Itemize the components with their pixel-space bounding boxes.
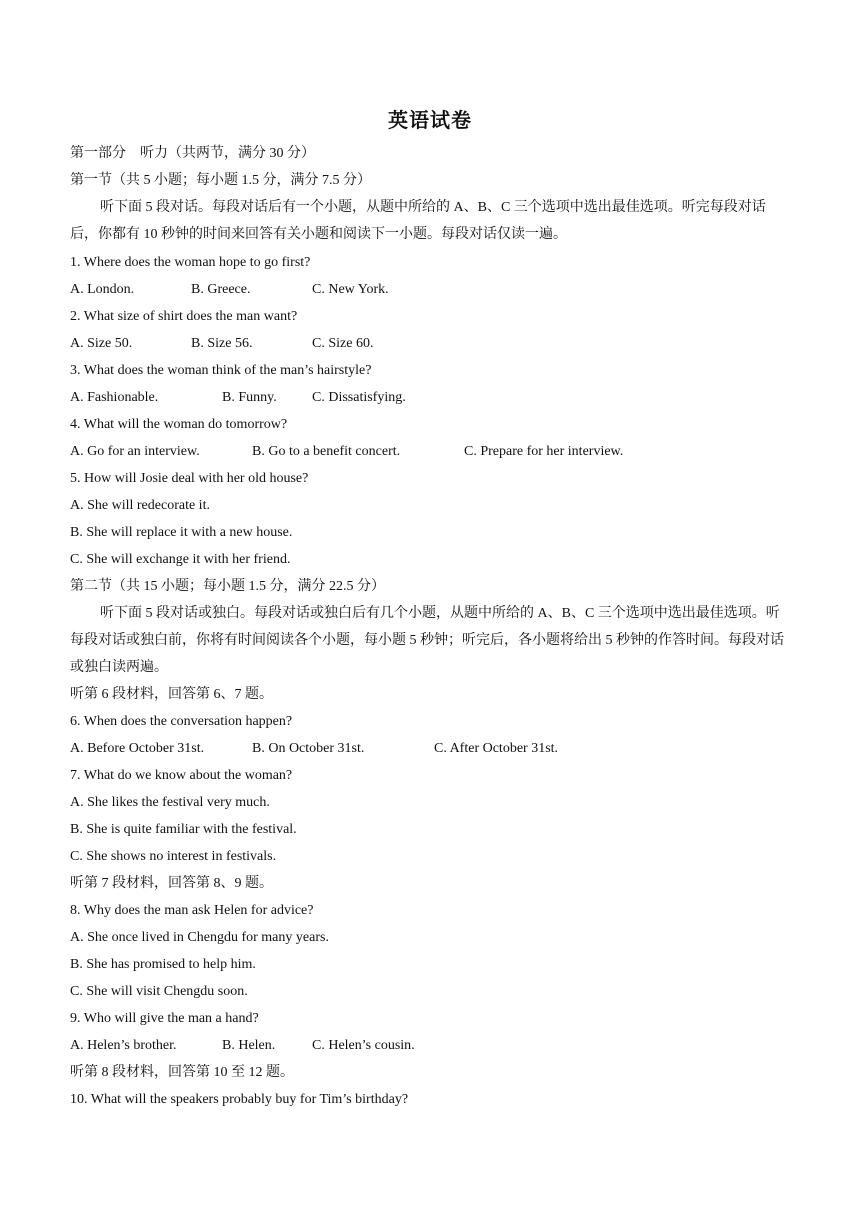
- option-a: A. Helen’s brother.: [70, 1038, 177, 1053]
- question-stem: 4. What will the woman do tomorrow?: [70, 417, 288, 432]
- option-c: C. Prepare for her interview.: [464, 444, 624, 459]
- question-stem: 1. Where does the woman hope to go first?: [70, 255, 311, 270]
- option-b: B. Funny.: [222, 390, 277, 405]
- option-c: C. Dissatisfying.: [312, 390, 406, 405]
- section2-instructions-text: 听下面 5 段对话或独白。每段对话或独白后有几个小题，从题中所给的 A、B、C 三个选项中选出最佳选项。听每段对话或独白前，你将有时间阅读各个小题，每小题 5 秒钟；听完后，各小题将给出 5 秒钟的作答时间。每段对话或独白读两遍。: [70, 606, 784, 675]
- material-heading: 听第 8 段材料，回答第 10 至 12 题。: [70, 1065, 294, 1080]
- material-heading: 听第 6 段材料，回答第 6、7 题。: [70, 687, 273, 702]
- option-a: A. Before October 31st.: [70, 741, 205, 756]
- option-a: A. She once lived in Chengdu for many years.: [70, 930, 329, 945]
- option-b: B. Size 56.: [191, 336, 253, 351]
- section2-instructions: [70, 600, 790, 681]
- option-a: A. Size 50.: [70, 336, 133, 351]
- section2-heading: 第二节（共 15 小题；每小题 1.5 分，满分 22.5 分）: [70, 579, 385, 594]
- option-b: B. She has promised to help him.: [70, 957, 256, 972]
- option-c: C. She will visit Chengdu soon.: [70, 984, 248, 999]
- option-c: C. Size 60.: [312, 336, 374, 351]
- option-b: B. On October 31st.: [252, 741, 365, 756]
- question-stem: 3. What does the woman think of the man’s hairstyle?: [70, 363, 372, 378]
- option-a: A. She will redecorate it.: [70, 498, 210, 513]
- question-stem: 6. When does the conversation happen?: [70, 714, 293, 729]
- section1-instructions: [70, 194, 790, 248]
- option-a: A. London.: [70, 282, 135, 297]
- option-a: A. Go for an interview.: [70, 444, 200, 459]
- section1-instructions-text: 听下面 5 段对话。每段对话后有一个小题，从题中所给的 A、B、C 三个选项中选出最佳选项。听完每段对话后，你都有 10 秒钟的时间来回答有关小题和阅读下一小题。每段对话仅读一遍。: [70, 200, 766, 242]
- question-stem: 5. How will Josie deal with her old house?: [70, 471, 309, 486]
- material-heading: 听第 7 段材料，回答第 8、9 题。: [70, 876, 273, 891]
- option-b: B. She is quite familiar with the festival.: [70, 822, 297, 837]
- part-heading: 第一部分 听力（共两节，满分 30 分）: [70, 146, 315, 161]
- option-a: A. She likes the festival very much.: [70, 795, 270, 810]
- question-stem: 8. Why does the man ask Helen for advice?: [70, 903, 314, 918]
- question-stem: 7. What do we know about the woman?: [70, 768, 293, 783]
- option-b: B. Go to a benefit concert.: [252, 444, 401, 459]
- option-b: B. She will replace it with a new house.: [70, 525, 293, 540]
- option-c: C. She shows no interest in festivals.: [70, 849, 277, 864]
- question-stem: 9. Who will give the man a hand?: [70, 1011, 259, 1026]
- option-c: C. She will exchange it with her friend.: [70, 552, 291, 567]
- question-stem: 10. What will the speakers probably buy for Tim’s birthday?: [70, 1092, 409, 1107]
- option-a: A. Fashionable.: [70, 390, 159, 405]
- option-c: C. After October 31st.: [434, 741, 559, 756]
- option-b: B. Greece.: [191, 282, 251, 297]
- option-c: C. Helen’s cousin.: [312, 1038, 415, 1053]
- question-stem: 2. What size of shirt does the man want?: [70, 309, 298, 324]
- option-b: B. Helen.: [222, 1038, 276, 1053]
- option-c: C. New York.: [312, 282, 389, 297]
- section1-heading: 第一节（共 5 小题；每小题 1.5 分，满分 7.5 分）: [70, 173, 371, 188]
- page-title: 英语试卷: [388, 110, 472, 132]
